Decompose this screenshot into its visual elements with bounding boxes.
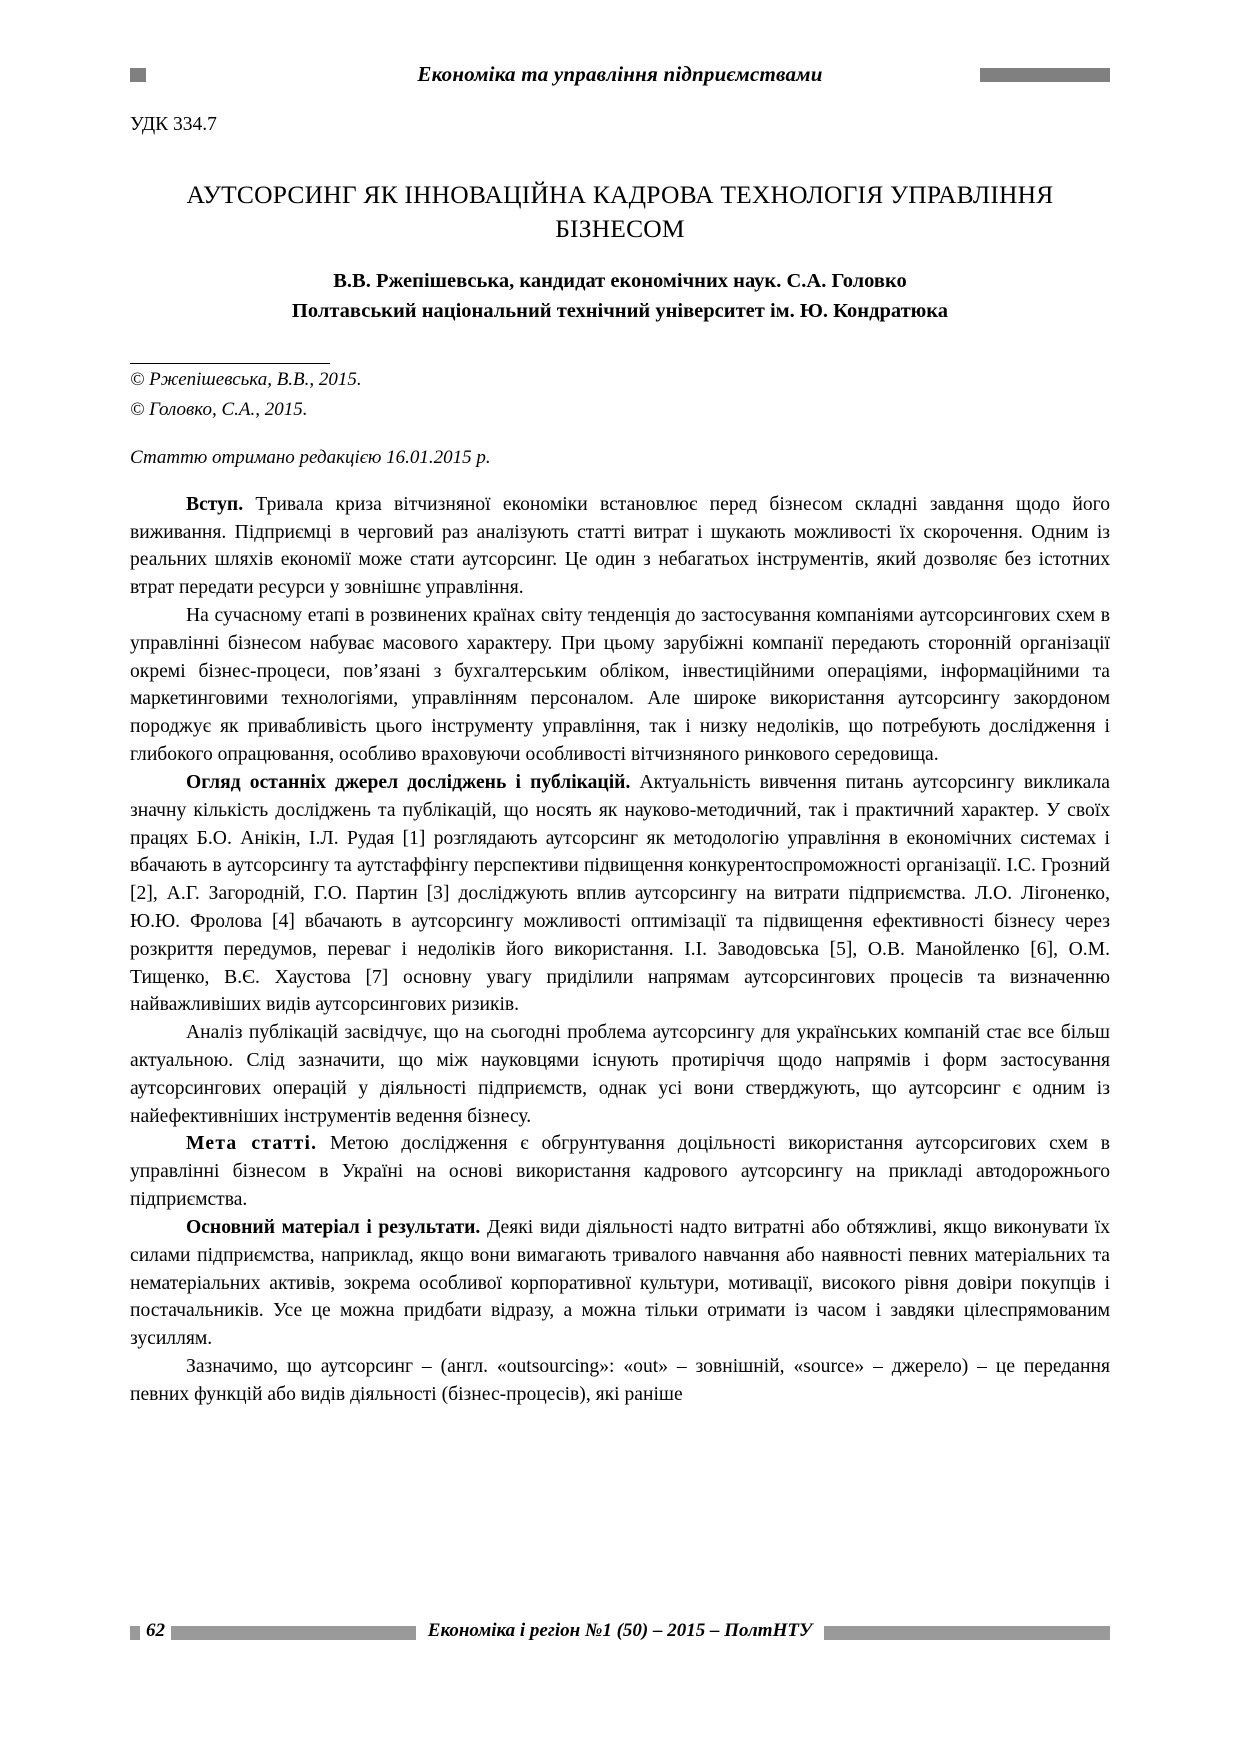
udc-code: УДК 334.7 (130, 114, 217, 135)
page-number: 62 (140, 1620, 171, 1642)
article-body (130, 491, 1110, 1409)
affiliation: Полтавський національний технічний університет ім. Ю. Кондратюка (291, 300, 949, 323)
page-footer (130, 1622, 1110, 1650)
paragraph-7: Зазначимо, що аутсорсинг – (англ. «outsourcing»: «out» – зовнішній, «source» – джерело) – це передання певних функцій або видів діяльності (бізнес-процесів), які раніше (130, 1355, 1110, 1405)
received-date: Статтю отримано редакцією 16.01.2015 р. (130, 446, 491, 468)
main-label: Основний матеріал і результати. (186, 1216, 481, 1238)
authors: В.В. Ржепішевська, кандидат економічних наук. С.А. Головко (333, 270, 907, 293)
review-label: Огляд останніх джерел досліджень і публікацій. (186, 771, 631, 793)
copyright-line-2: © Головко, С.А., 2015. (130, 399, 308, 421)
paragraph-review (130, 769, 1110, 1019)
paragraph-main (130, 1214, 1110, 1353)
copyright-divider (130, 363, 330, 364)
intro-label: Вступ. (186, 493, 244, 515)
paragraph-aim (130, 1130, 1110, 1213)
aim-label: Мета статті. (186, 1133, 318, 1155)
paragraph-2: На сучасному етапі в розвинених країнах світу тенденція до застосування компаніями аутсорсингових схем в управлінні бізнесом набуває масового характеру. При цьому зарубіжні компанії передають сторонній організації окремі бізнес-процеси, пов’язані з бухгалтерським обліком, інвестиційними операціями, інформаційними та маркетинговими технологіями, управлінням персоналом. Але широке використання аутсорсингу закордоном породжує як привабливість цього інструменту управління, так і низку недоліків, що потребують дослідження і глибокого опрацювання, особливо враховуючи особливості вітчизняного ринкового середовища. (130, 605, 1110, 766)
main-text: Деякі види діяльності надто витратні або обтяжливі, якщо виконувати їх силами підприємства, наприклад, якщо вони вимагають тривалого навчання або наявності певних матеріальних та нематеріальних активів, зокрема особливої корпоративної культури, мотивації, високого рівня довіри покупців і постачальників. Усе це можна придбати відразу, а можна тільки отримати із часом і завдяки цілеспрямованим зусиллям. (130, 1216, 1110, 1350)
paragraph-intro (130, 491, 1110, 602)
copyright-line-1: © Ржепішевська, В.В., 2015. (130, 368, 362, 390)
page-content (130, 0, 1110, 1409)
intro-text: Тривала криза вітчизняної економіки встановлює перед бізнесом складні завдання щодо його виживання. Підприємці в черговий раз аналізують статті витрат і шукають можливості їх скорочення. Одним із реальних шляхів економії може стати аутсорсинг. Це один з небагатьох інструментів, який дозволяє без істотних втрат передати ресурси у зовнішнє управління. (130, 493, 1110, 599)
footer-journal-line (130, 1620, 1110, 1642)
footer-journal-text: Економіка і регіон №1 (50) – 2015 – ПолтНТУ (416, 1620, 824, 1641)
review-text: Актуальність вивчення питань аутсорсингу викликала значну кількість досліджень та публікацій, що носять як науково-методичний, так і практичний характер. У своїх працях Б.О. Анікін, І.Л. Рудая [1] розглядають аутсорсинг як методологію управління в економічних системах і вбачають в аутсорсингу та аутстаффінгу перспективи підвищення конкурентоспроможності організації. І.С. Грозний [2], А.Г. Загородній, Г.О. Партин [3] досліджують вплив аутсорсингу на витрати підприємства. Л.О. Лігоненко, Ю.Ю. Фролова [4] вбачають в аутсорсингу можливості оптимізації та підвищення ефективності бізнесу через розкриття передумов, переваг і недоліків його використання. І.І. Заводовська [5], О.В. Манойленко [6], О.М. Тищенко, В.Є. Хаустова [7] основну увагу приділили напрямам аутсорсингових процесів та визначенню найважливіших видів аутсорсингових ризиків. (130, 771, 1110, 1016)
paragraph-4: Аналіз публікацій засвідчує, що на сьогодні проблема аутсорсингу для українських компаній стає все більш актуальною. Слід зазначити, що між науковцями існують протиріччя щодо напрямів і форм застосування аутсорсингових операцій у діяльності підприємств, однак усі вони стверджують, що аутсорсинг є одним із найефективніших інструментів ведення бізнесу. (130, 1022, 1110, 1127)
page-title: АУТСОРСИНГ ЯК ІННОВАЦІЙНА КАДРОВА ТЕХНОЛОГІЯ УПРАВЛІННЯ БІЗНЕСОМ (186, 180, 1054, 243)
running-head-title: Економіка та управління підприємствами (417, 62, 823, 86)
running-head (130, 62, 1110, 88)
aim-text: Метою дослідження є обгрунтування доцільності використання аутсорсигових схем в управлінні бізнесом в Україні на основі використання кадрового аутсорсингу на прикладі автодорожнього підприємства. (130, 1133, 1110, 1211)
